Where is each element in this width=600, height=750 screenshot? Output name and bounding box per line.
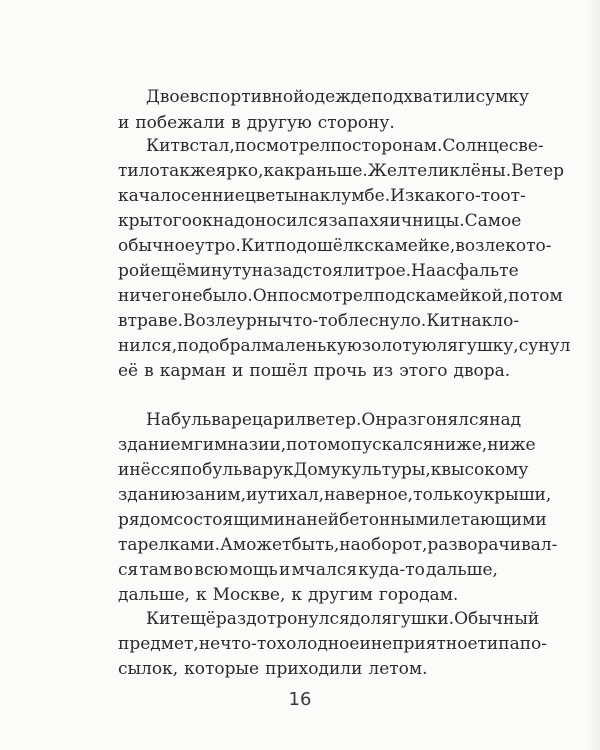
- text-line: и побежали в другую сторону.: [118, 113, 395, 133]
- text-line: рядом со стоящими на ней бетонными летающими: [118, 510, 547, 530]
- text-line: крытого окна доносился запах яичницы. Самое: [118, 211, 522, 231]
- text-line: ничего не было. Он посмотрел под скамейкой, потом: [118, 286, 563, 306]
- text-line: тарелками. А может быть, наоборот, разворачивал-: [118, 535, 558, 555]
- text-line: Двое в спортивной одежде подхватили сумку: [146, 87, 529, 107]
- text-line: её в карман и пошёл прочь из этого двора.: [118, 361, 511, 381]
- text-line: дальше, к Москве, к другим городам.: [118, 585, 459, 605]
- text-line: Кит ещё раз дотронулся до лягушки. Обычный: [146, 609, 540, 629]
- text-line: тило так же ярко, как раньше. Желтели клёны. Ветер: [118, 161, 565, 181]
- text-line: На бульваре царил ветер. Он разгонялся над: [146, 410, 522, 430]
- text-line: качал осенние цветы на клумбе. Из какого-то от-: [118, 186, 526, 206]
- text-line: зданием гимназии, потом опускался ниже, ниже: [118, 435, 536, 455]
- text-line: в траве. Возле урны что-то блеснуло. Кит накло-: [118, 311, 520, 331]
- text-line: предмет, не что-то холодное и неприятное типа по-: [118, 634, 548, 654]
- text-line: ся там во всю мощь и мчался куда-то дальше,: [118, 560, 498, 580]
- text-line: и нёсся по бульвару к Дому культуры, к высокому: [118, 460, 529, 480]
- text-line: рой ещё минуту назад стояли трое. На асфальте: [118, 261, 519, 281]
- page-edge-shadow: [586, 0, 600, 750]
- text-line: Кит встал, посмотрел по сторонам. Солнце све-: [146, 136, 544, 156]
- page-number: 16: [288, 689, 312, 710]
- text-line: зданию за ним, и утихал, наверное, только у крыши,: [118, 485, 552, 505]
- text-line: нился, подобрал маленькую золотую лягушку, сунул: [118, 336, 571, 356]
- text-line: сылок, которые приходили летом.: [118, 659, 428, 679]
- text-line: обычное утро. Кит подошёл к скамейке, возле кото-: [118, 236, 552, 256]
